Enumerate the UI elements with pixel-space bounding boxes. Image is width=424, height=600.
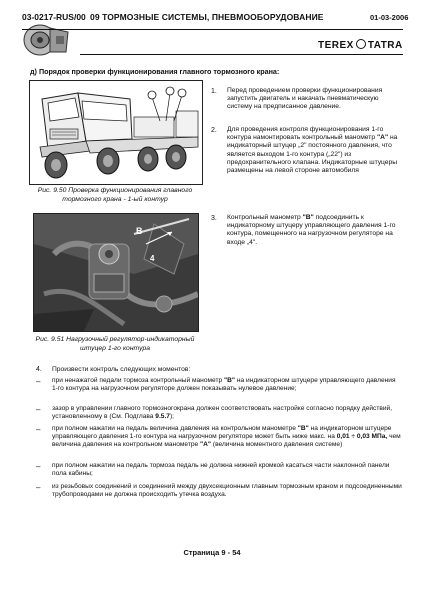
header-rule [22, 29, 403, 30]
bullet-mark: – [36, 483, 41, 492]
bullet-3-e: чем величина давления на контрольном манометре [52, 433, 401, 449]
step-4-number: 4. [36, 366, 42, 373]
bullet-1 [52, 377, 402, 393]
brand-circle-icon [356, 39, 366, 49]
bullet-mark: – [36, 462, 41, 471]
bullet-mark: – [36, 405, 41, 414]
brand-tatra: TATRA [367, 40, 403, 51]
brake-disc-image [20, 22, 72, 58]
step-2-text-b: на индикаторный штуцер „2" постоянного давления, что является выходом 1-го контура („22") из предохранительного клапана. Индикаторные штуцеры размещены на левой стороне автомобиля [227, 134, 398, 175]
step-2-gauge-a: "A" [376, 134, 389, 142]
bullet-3-g: (величина моментного давления системе) [211, 441, 343, 449]
bullet-mark: – [36, 377, 41, 386]
bullet-3-b: "B" [297, 425, 309, 432]
bullet-3 [52, 425, 402, 450]
page-number: Страница 9 - 54 [183, 548, 241, 557]
brand-terex: TEREX [318, 40, 354, 51]
document-code: 03-0217-RUS/00 [22, 12, 86, 22]
step-2-number: 2. [211, 127, 217, 134]
chapter-title: 09 ТОРМОЗНЫЕ СИСТЕМЫ, ПНЕВМООБОРУДОВАНИЕ [90, 12, 324, 22]
bullet-3-f: "A" [200, 441, 212, 449]
bullet-3-a: при полном нажатии на педаль величина давления на контрольном манометре [52, 425, 298, 432]
step-2-text [227, 126, 399, 175]
document-date: 01-03-2006 [370, 13, 409, 22]
bullet-1-a: при ненажатой педали тормоза контрольный манометр [52, 377, 224, 384]
step-1-text: Перед проведением проверки функционирования запустить двигатель и накачать пневматическую систему на предписанное давление. [227, 87, 383, 111]
brand-logo [318, 39, 403, 51]
figure-caption-9-50: Рис. 9.50 Проверка функционирования главного тормозного крана - 1-ый контур [37, 187, 193, 203]
bullet-2 [52, 405, 402, 421]
bullet-2-c: ); [169, 413, 174, 421]
step-3-gauge-b: "B" [302, 214, 314, 221]
step-3-text [227, 214, 405, 247]
header-rule-2 [80, 54, 403, 55]
step-4-text: Произвести контроль следующих моментов: [52, 366, 191, 373]
bullet-4: при полном нажатии на педаль тормоза педаль не должна нижней кромкой касаться части наклонной панели пола кабины; [52, 462, 390, 478]
bullet-1-c: на индикаторном штуцере управляющего давления 1-го контура на нагрузочном регуляторе должен показывать нулевое давление; [52, 377, 396, 393]
step-3-text-b: подсоединить к индикаторному штуцеру управляющего давления 1-го контура, помещенного на нагрузочном регуляторе на входе „4". [227, 214, 396, 246]
bullet-1-b: "B" [224, 377, 236, 384]
figure-label-4: 4 [150, 254, 155, 263]
step-1-number: 1. [211, 88, 217, 95]
step-3-text-a: Контрольный манометр [227, 214, 303, 221]
bullet-3-d: 0,01 ÷ 0,03 МПа, [336, 433, 388, 441]
bullet-2-b: 9.5.7 [155, 413, 170, 421]
bullet-2-a: зазор в управлении главного тормозногокрана должен соответствовать настройке согласно порядку действий, установленному в (См. Подглава [52, 405, 393, 421]
figure-truck [29, 80, 203, 185]
step-3-number: 3. [211, 215, 217, 222]
bullet-3-c: на индикаторном штуцере управляющего давления 1-го контура на нагрузочном регуляторе может быть ниже макс. на [52, 425, 392, 441]
bullet-mark: – [36, 425, 41, 434]
figure-label-b: B [136, 226, 143, 236]
bullet-5: из резьбовых соединений и соединений между двухсекционным главным тормозным краном и подсоединенными трубопроводами не должна происходить утечка воздуха. [52, 483, 402, 499]
section-heading: д) Порядок проверки функционирования главного тормозного крана: [30, 67, 280, 76]
figure-load-regulator-photo [33, 213, 199, 332]
step-2-text-a: Для проведения контроля функционирования 1-го контура намонтировать контрольный манометр [227, 126, 384, 142]
figure-caption-9-51: Рис. 9.51 Нагрузочный регулятор-индикаторный штуцер 1-го контура [35, 336, 195, 352]
